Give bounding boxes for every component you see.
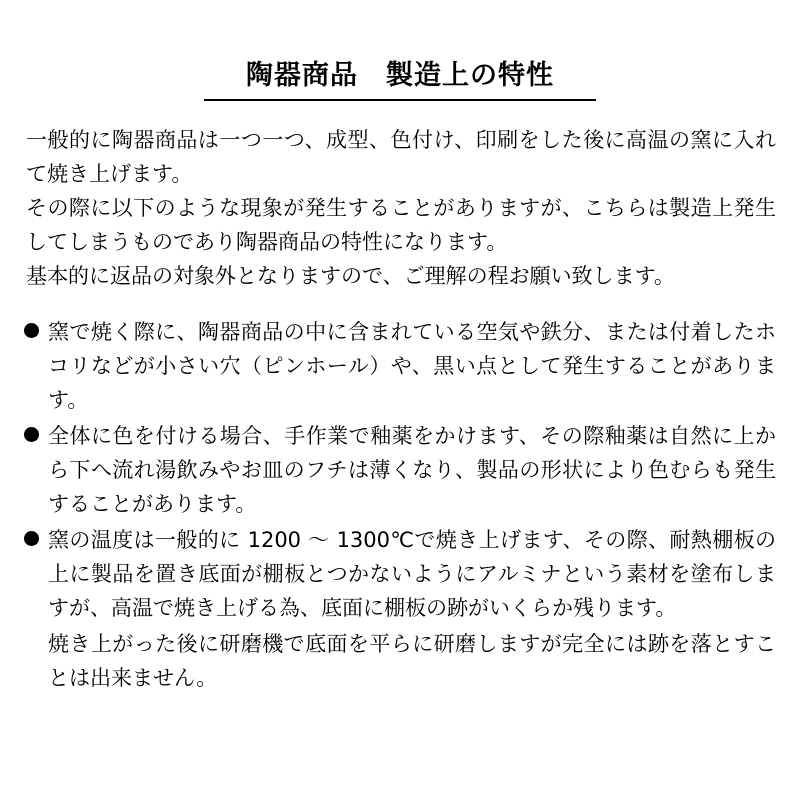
characteristics-list — [24, 315, 776, 625]
intro-paragraph-3: 基本的に返品の対象外となりますので、ご理解の程お願い致します。 — [26, 264, 675, 289]
list-item-text: 窯で焼く際に、陶器商品の中に含まれている空気や鉄分、または付着したホコリなどが小さい穴（ピンホール）や、黒い点として発生することがあります。 — [48, 320, 776, 413]
list-item-text: 全体に色を付ける場合、手作業で釉薬をかけます、その際釉薬は自然に上から下へ流れ湯飲みやお皿のフチは薄くなり、製品の形状により色むらも発生することがあります。 — [48, 424, 776, 517]
intro-paragraph-2: その際に以下のような現象が発生することがありますが、こちらは製造上発生してしまうものであり陶器商品の特性になります。 — [26, 196, 776, 255]
list-item — [24, 523, 776, 625]
list-item — [24, 315, 776, 417]
page-title: 陶器商品 製造上の特性 — [246, 60, 554, 91]
list-item-text: 窯の温度は一般的に 1200 〜 1300℃で焼き上げます、その際、耐熱棚板の上に製品を置き底面が棚板とつかないようにアルミナという素材を塗布しますが、高温で焼き上げる為、底面に棚板の跡がいくらか残ります。 — [48, 528, 776, 621]
closing-paragraph: 焼き上がった後に研磨機で底面を平らに研磨しますが完全には跡を落とすことは出来ません。 — [48, 632, 776, 691]
bullet-dot-icon — [24, 427, 39, 442]
bullet-dot-icon — [24, 323, 39, 338]
title-underline — [204, 99, 596, 101]
intro-block — [24, 123, 776, 293]
intro-paragraph-1: 一般的に陶器商品は一つ一つ、成型、色付け、印刷をした後に高温の窯に入れて焼き上げます。 — [26, 128, 776, 187]
list-item — [24, 419, 776, 521]
bullet-dot-icon — [24, 531, 39, 546]
